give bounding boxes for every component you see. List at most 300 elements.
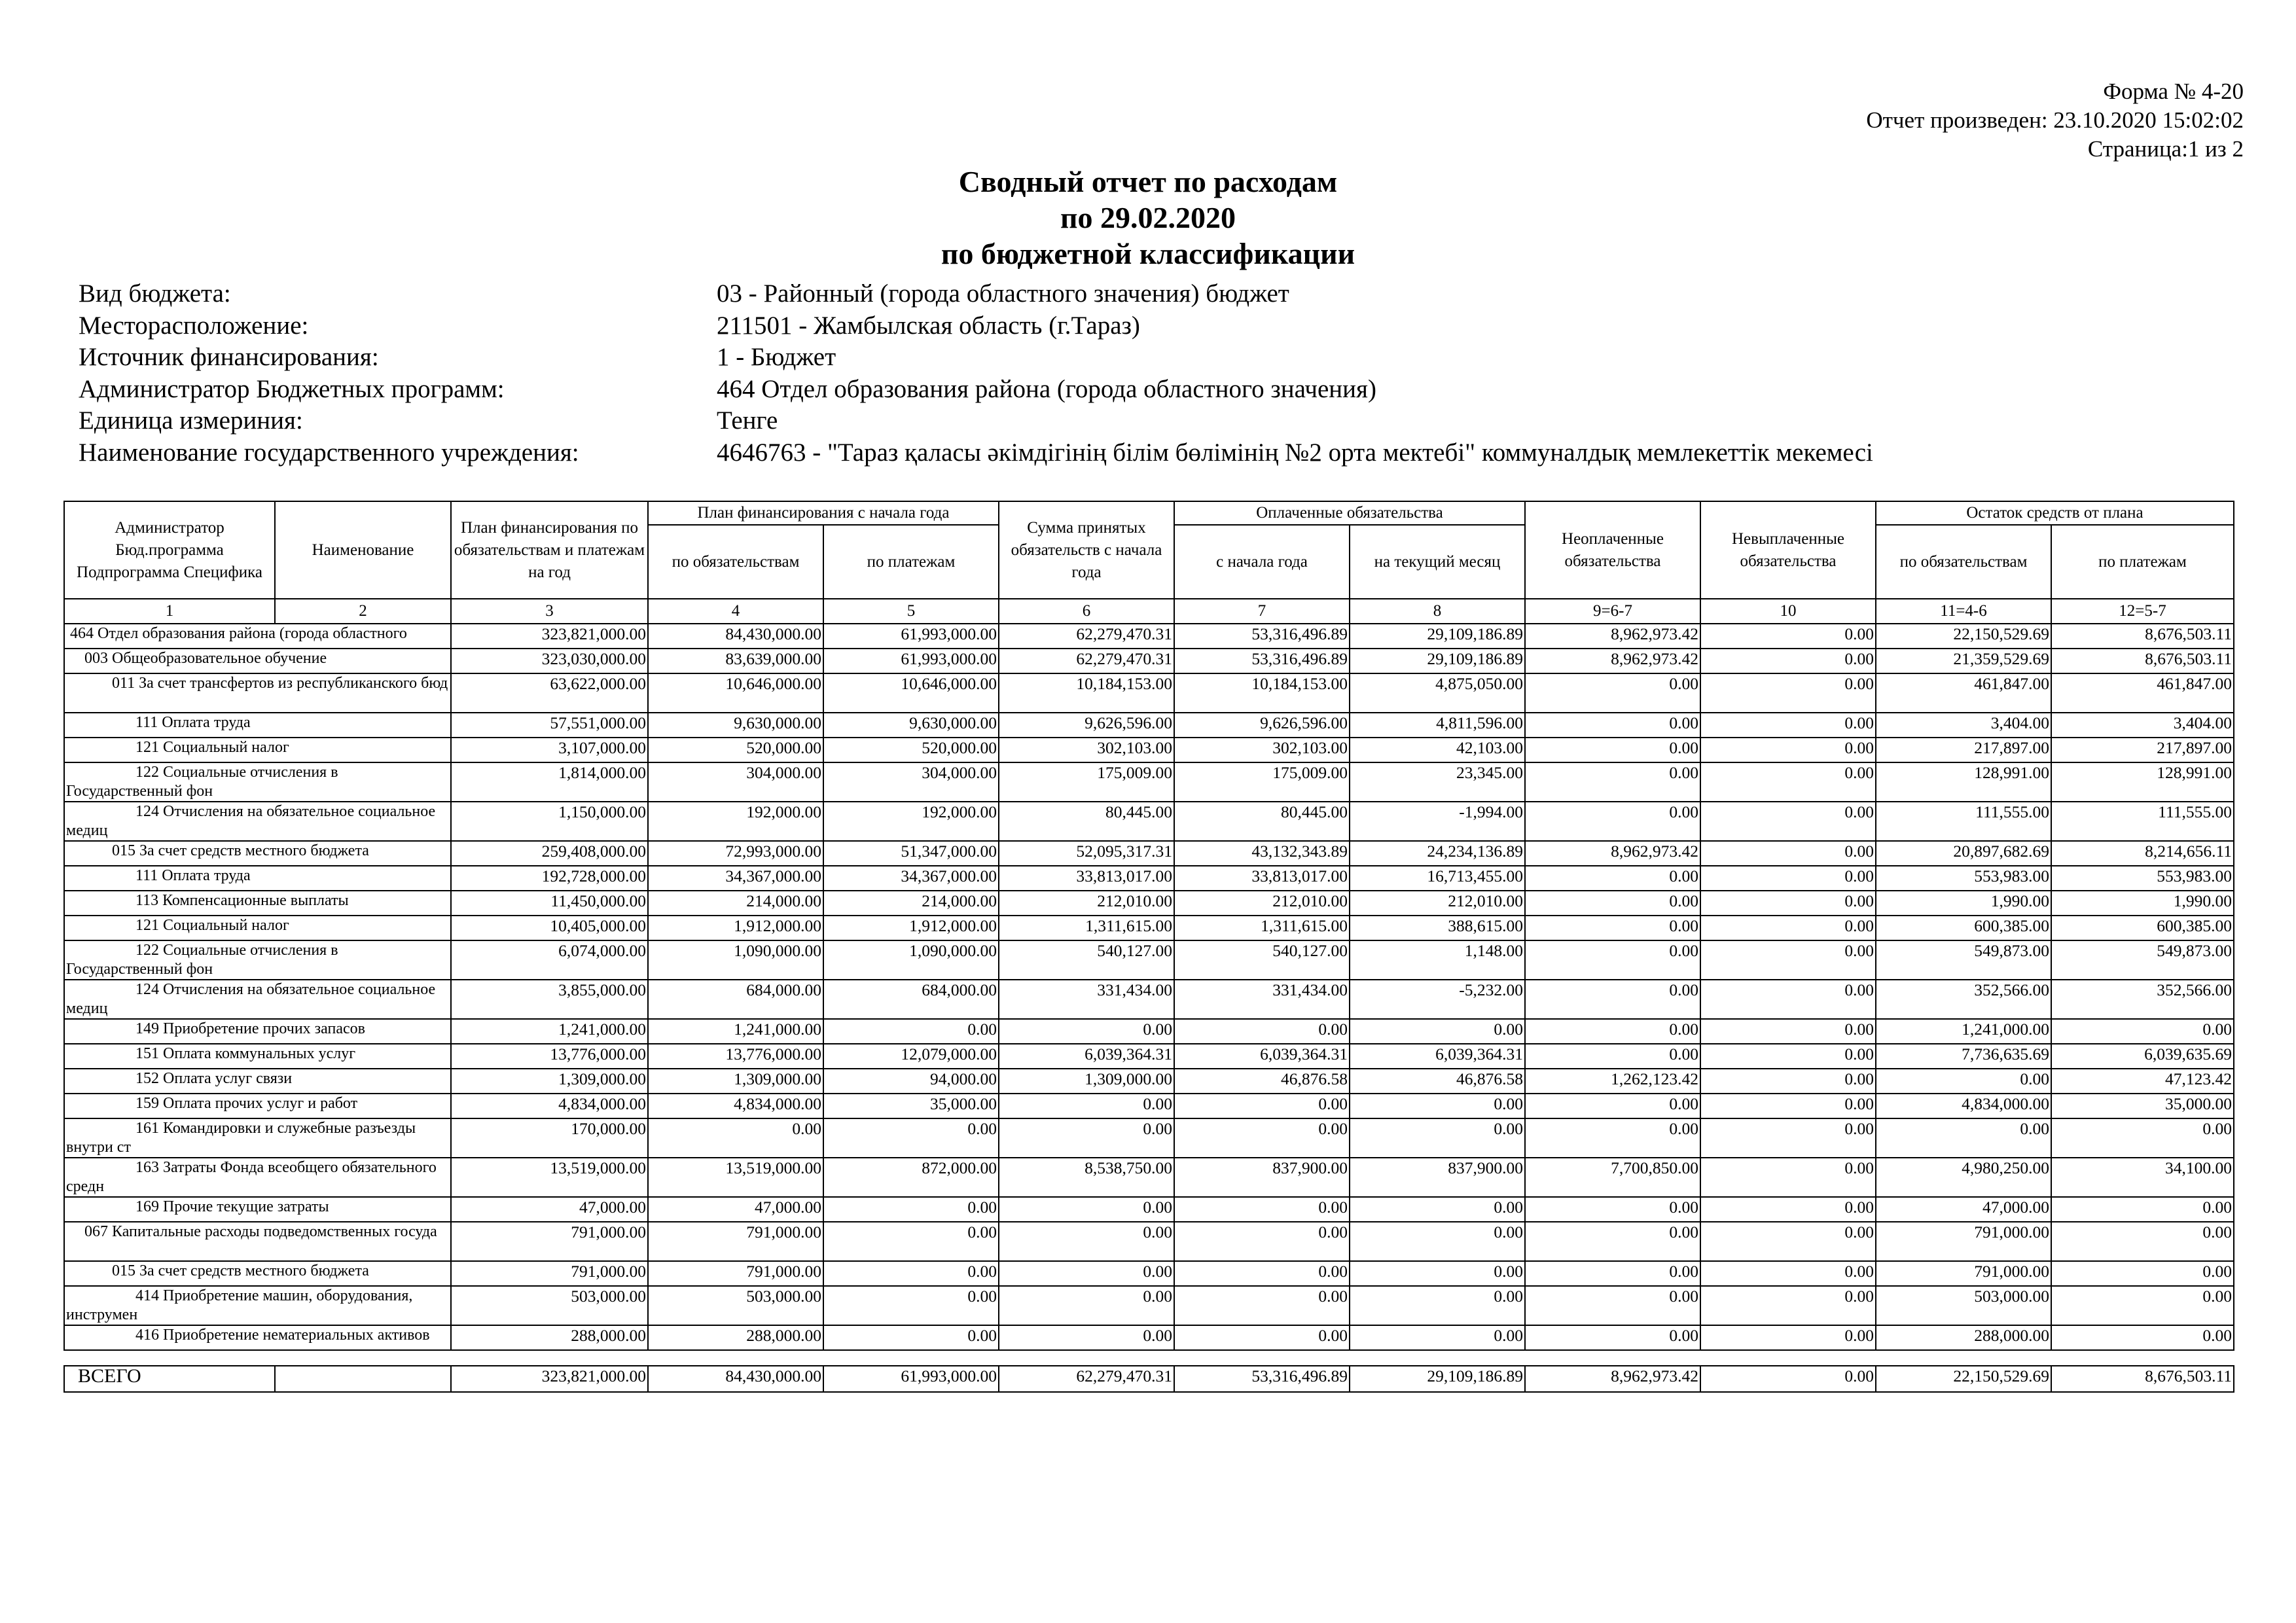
form-number: Форма № 4-20 [2103, 79, 2244, 104]
row-value: 553,983.00 [2051, 866, 2234, 891]
row-value: 0.00 [2051, 1286, 2234, 1325]
row-name [64, 980, 451, 1019]
row-value: 12,079,000.00 [823, 1044, 999, 1069]
row-value: 33,813,017.00 [999, 866, 1174, 891]
row-name [64, 738, 451, 762]
row-value: 7,736,635.69 [1876, 1044, 2051, 1069]
column-number: 2 [275, 599, 451, 624]
row-value: 503,000.00 [451, 1286, 648, 1325]
row-value: 1,241,000.00 [648, 1019, 823, 1044]
row-name-text: 416 Приобретение нематериальных активов [135, 1327, 430, 1344]
row-value: 0.00 [1525, 1222, 1700, 1261]
row-value: 0.00 [1174, 1118, 1350, 1158]
row-value: 288,000.00 [1876, 1325, 2051, 1350]
row-name [64, 1069, 451, 1094]
row-value: 53,316,496.89 [1174, 624, 1350, 649]
row-value: 0.00 [1525, 713, 1700, 738]
row-value: 0.00 [1876, 1069, 2051, 1094]
row-value: 61,993,000.00 [823, 649, 999, 673]
row-value: 0.00 [1350, 1286, 1525, 1325]
row-name-text: 122 Социальные отчисления в Государственный фон [66, 764, 338, 800]
row-value: 1,309,000.00 [999, 1069, 1174, 1094]
header-plan-payments: по платежам [823, 525, 999, 599]
row-value: 0.00 [823, 1118, 999, 1158]
info-value: Тенге [717, 406, 778, 435]
row-value: 46,876.58 [1350, 1069, 1525, 1094]
title-line-3: по бюджетной классификации [941, 237, 1355, 270]
row-value: 35,000.00 [823, 1094, 999, 1118]
row-value: 791,000.00 [451, 1222, 648, 1261]
row-value: 8,676,503.11 [2051, 649, 2234, 673]
row-value: 51,347,000.00 [823, 841, 999, 866]
row-value: 503,000.00 [648, 1286, 823, 1325]
row-value: 1,262,123.42 [1525, 1069, 1700, 1094]
row-value: 553,983.00 [1876, 866, 2051, 891]
row-value: 0.00 [1174, 1222, 1350, 1261]
row-value: 0.00 [1525, 891, 1700, 916]
row-value: 0.00 [1700, 866, 1876, 891]
total-value: 323,821,000.00 [451, 1366, 648, 1392]
row-name-text: 121 Социальный налог [135, 739, 289, 756]
row-value: 1,309,000.00 [648, 1069, 823, 1094]
row-value: 0.00 [1700, 762, 1876, 802]
row-value: 13,776,000.00 [451, 1044, 648, 1069]
row-name [64, 940, 451, 980]
row-value: 111,555.00 [1876, 802, 2051, 841]
row-value: 0.00 [1700, 1019, 1876, 1044]
header-accepted: Сумма принятых обязательств с начала года [999, 501, 1174, 599]
row-value: 0.00 [1525, 1118, 1700, 1158]
row-value: 128,991.00 [2051, 762, 2234, 802]
column-number: 5 [823, 599, 999, 624]
column-number: 9=6-7 [1525, 599, 1700, 624]
total-value: 61,993,000.00 [823, 1366, 999, 1392]
total-value: 53,316,496.89 [1174, 1366, 1350, 1392]
info-row [79, 342, 1873, 374]
info-label: Вид бюджета: [79, 279, 231, 308]
row-name-text: 015 За счет средств местного бюджета [112, 842, 369, 859]
row-value: 288,000.00 [648, 1325, 823, 1350]
row-value: 8,962,973.42 [1525, 841, 1700, 866]
total-blank-cell [275, 1366, 451, 1392]
row-value: 47,000.00 [648, 1197, 823, 1222]
row-value: 0.00 [823, 1197, 999, 1222]
row-value: 24,234,136.89 [1350, 841, 1525, 866]
row-value: 47,000.00 [1876, 1197, 2051, 1222]
row-value: 62,279,470.31 [999, 649, 1174, 673]
column-number: 1 [64, 599, 275, 624]
row-value: 0.00 [1525, 980, 1700, 1019]
row-name-text: 015 За счет средств местного бюджета [112, 1262, 369, 1279]
row-name [64, 891, 451, 916]
row-value: 8,962,973.42 [1525, 624, 1700, 649]
row-value: 0.00 [999, 1325, 1174, 1350]
table-row [64, 980, 2234, 1019]
row-value: 0.00 [1876, 1118, 2051, 1158]
row-name [64, 802, 451, 841]
row-value: 4,980,250.00 [1876, 1158, 2051, 1197]
row-value: 84,430,000.00 [648, 624, 823, 649]
row-value: 0.00 [1700, 1261, 1876, 1286]
row-value: 791,000.00 [1876, 1222, 2051, 1261]
table-row [64, 866, 2234, 891]
row-value: 217,897.00 [1876, 738, 2051, 762]
report-title [0, 164, 2296, 272]
total-row [64, 1366, 2234, 1392]
column-number: 11=4-6 [1876, 599, 2051, 624]
row-value: 128,991.00 [1876, 762, 2051, 802]
row-value: 6,039,364.31 [1174, 1044, 1350, 1069]
row-value: 0.00 [2051, 1222, 2234, 1261]
total-value: 8,676,503.11 [2051, 1366, 2234, 1392]
row-value: 0.00 [2051, 1118, 2234, 1158]
row-value: 214,000.00 [823, 891, 999, 916]
row-value: 212,010.00 [1174, 891, 1350, 916]
info-value: 211501 - Жамбылская область (г.Тараз) [717, 311, 1140, 340]
total-value: 0.00 [1700, 1366, 1876, 1392]
table-row [64, 738, 2234, 762]
row-value: 8,538,750.00 [999, 1158, 1174, 1197]
header-admin: Администратор Бюд.программа Подпрограмма Специфика [64, 501, 275, 599]
header-rem-payments: по платежам [2051, 525, 2234, 599]
row-value: 503,000.00 [1876, 1286, 2051, 1325]
table-row [64, 1069, 2234, 1094]
row-value: 4,834,000.00 [648, 1094, 823, 1118]
row-value: 0.00 [999, 1118, 1174, 1158]
info-value: 464 Отдел образования района (города областного значения) [717, 374, 1376, 403]
header-unpaid-obligations: Неоплаченные обязательства [1525, 501, 1700, 599]
row-value: 3,404.00 [2051, 713, 2234, 738]
row-value: 791,000.00 [648, 1222, 823, 1261]
row-value: 0.00 [1700, 673, 1876, 713]
column-number-row [64, 599, 2234, 624]
row-value: 520,000.00 [648, 738, 823, 762]
table-row [64, 1261, 2234, 1286]
column-number: 7 [1174, 599, 1350, 624]
row-value: 3,855,000.00 [451, 980, 648, 1019]
row-name-text: 163 Затраты Фонда всеобщего обязательного средн [66, 1159, 437, 1195]
info-row [79, 374, 1873, 406]
table-row [64, 891, 2234, 916]
row-value: 57,551,000.00 [451, 713, 648, 738]
row-name-text: 122 Социальные отчисления в Государственный фон [66, 942, 338, 978]
row-name-text: 067 Капитальные расходы подведомственных госуда [84, 1223, 437, 1240]
row-value: 175,009.00 [1174, 762, 1350, 802]
row-value: 4,834,000.00 [451, 1094, 648, 1118]
row-value: 0.00 [1525, 1261, 1700, 1286]
row-value: 175,009.00 [999, 762, 1174, 802]
row-value: 6,039,364.31 [999, 1044, 1174, 1069]
row-name [64, 1158, 451, 1197]
row-name-text: 124 Отчисления на обязательное социальное медиц [66, 803, 436, 839]
row-name [64, 1325, 451, 1350]
row-value: 0.00 [1525, 1197, 1700, 1222]
info-label: Единица измериния: [79, 406, 303, 435]
row-value: 53,316,496.89 [1174, 649, 1350, 673]
row-value: 872,000.00 [823, 1158, 999, 1197]
table-row [64, 1044, 2234, 1069]
row-value: 6,074,000.00 [451, 940, 648, 980]
row-value: 0.00 [1350, 1197, 1525, 1222]
row-value: 111,555.00 [2051, 802, 2234, 841]
row-value: 170,000.00 [451, 1118, 648, 1158]
header-name: Наименование [275, 501, 451, 599]
column-number: 12=5-7 [2051, 599, 2234, 624]
total-label: ВСЕГО [64, 1366, 275, 1392]
row-value: 0.00 [1525, 940, 1700, 980]
row-value: 837,900.00 [1174, 1158, 1350, 1197]
header-plan-year: План финансирования по обязательствам и платежам на год [451, 501, 648, 599]
row-value: 0.00 [2051, 1325, 2234, 1350]
row-name [64, 866, 451, 891]
row-value: 331,434.00 [1174, 980, 1350, 1019]
row-value: 0.00 [1700, 1069, 1876, 1094]
row-name [64, 1261, 451, 1286]
row-name [64, 713, 451, 738]
row-value: 63,622,000.00 [451, 673, 648, 713]
row-value: 0.00 [1700, 1158, 1876, 1197]
table-row [64, 1019, 2234, 1044]
table-row [64, 1325, 2234, 1350]
row-value: 0.00 [1525, 1286, 1700, 1325]
row-value: 10,646,000.00 [823, 673, 999, 713]
row-value: 461,847.00 [1876, 673, 2051, 713]
column-number: 3 [451, 599, 648, 624]
row-value: 791,000.00 [648, 1261, 823, 1286]
row-value: 549,873.00 [1876, 940, 2051, 980]
title-line-2: по 29.02.2020 [1060, 201, 1236, 234]
row-name-text: 159 Оплата прочих услуг и работ [135, 1095, 358, 1112]
row-value: 80,445.00 [999, 802, 1174, 841]
table-row [64, 1094, 2234, 1118]
row-value: 1,912,000.00 [823, 916, 999, 940]
info-row [79, 310, 1873, 342]
row-value: 10,646,000.00 [648, 673, 823, 713]
row-value: 72,993,000.00 [648, 841, 823, 866]
row-value: 549,873.00 [2051, 940, 2234, 980]
table-row [64, 1286, 2234, 1325]
row-value: 20,897,682.69 [1876, 841, 2051, 866]
row-name [64, 649, 451, 673]
info-row [79, 437, 1873, 469]
row-value: 0.00 [1700, 713, 1876, 738]
row-value: 304,000.00 [823, 762, 999, 802]
row-value: 9,626,596.00 [1174, 713, 1350, 738]
info-label: Наименование государственного учреждения: [79, 438, 579, 467]
page-number: Страница:1 из 2 [2087, 136, 2244, 162]
row-name [64, 1044, 451, 1069]
row-value: 1,990.00 [2051, 891, 2234, 916]
row-name-text: 121 Социальный налог [135, 917, 289, 934]
row-value: 7,700,850.00 [1525, 1158, 1700, 1197]
row-value: 0.00 [2051, 1197, 2234, 1222]
row-value: 388,615.00 [1350, 916, 1525, 940]
row-name [64, 762, 451, 802]
row-name-text: 414 Приобретение машин, оборудования, инструмен [66, 1287, 413, 1323]
row-value: 791,000.00 [1876, 1261, 2051, 1286]
row-value: 0.00 [999, 1197, 1174, 1222]
row-value: 0.00 [1350, 1261, 1525, 1286]
info-label: Источник финансирования: [79, 343, 379, 371]
table-row [64, 841, 2234, 866]
row-value: 288,000.00 [451, 1325, 648, 1350]
total-value: 22,150,529.69 [1876, 1366, 2051, 1392]
row-value: 0.00 [2051, 1261, 2234, 1286]
column-number: 4 [648, 599, 823, 624]
info-label: Месторасположение: [79, 311, 309, 340]
row-name-text: 111 Оплата труда [135, 714, 251, 731]
row-value: 9,630,000.00 [648, 713, 823, 738]
header-unpaid-payments: Невыплаченные обязательства [1700, 501, 1876, 599]
row-value: 540,127.00 [999, 940, 1174, 980]
column-number: 6 [999, 599, 1174, 624]
table-row [64, 649, 2234, 673]
row-value: 21,359,529.69 [1876, 649, 2051, 673]
row-value: 10,405,000.00 [451, 916, 648, 940]
row-value: 600,385.00 [2051, 916, 2234, 940]
row-value: 8,214,656.11 [2051, 841, 2234, 866]
row-value: 0.00 [1525, 1019, 1700, 1044]
row-value: 0.00 [1700, 1094, 1876, 1118]
row-value: 0.00 [1700, 1044, 1876, 1069]
row-value: 212,010.00 [1350, 891, 1525, 916]
title-line-1: Сводный отчет по расходам [958, 165, 1338, 198]
row-name-text: 003 Общеобразовательное обучение [84, 650, 327, 667]
row-value: 3,404.00 [1876, 713, 2051, 738]
row-value: 0.00 [1700, 1222, 1876, 1261]
row-name-text: 169 Прочие текущие затраты [135, 1198, 329, 1215]
row-value: 34,367,000.00 [648, 866, 823, 891]
row-value: 1,150,000.00 [451, 802, 648, 841]
row-value: 6,039,635.69 [2051, 1044, 2234, 1069]
row-value: 62,279,470.31 [999, 624, 1174, 649]
row-value: 304,000.00 [648, 762, 823, 802]
table-row [64, 673, 2234, 713]
row-value: 1,090,000.00 [823, 940, 999, 980]
row-value: 302,103.00 [1174, 738, 1350, 762]
row-value: 540,127.00 [1174, 940, 1350, 980]
row-value: 192,728,000.00 [451, 866, 648, 891]
row-name-text: 113 Компенсационные выплаты [135, 892, 349, 909]
row-value: 10,184,153.00 [1174, 673, 1350, 713]
info-row [79, 278, 1873, 310]
row-name [64, 673, 451, 713]
row-value: 29,109,186.89 [1350, 649, 1525, 673]
row-name [64, 1197, 451, 1222]
row-name-text: 151 Оплата коммунальных услуг [135, 1045, 356, 1062]
row-value: 1,241,000.00 [1876, 1019, 2051, 1044]
table-row [64, 940, 2234, 980]
row-value: 1,912,000.00 [648, 916, 823, 940]
row-value: 43,132,343.89 [1174, 841, 1350, 866]
row-name [64, 1222, 451, 1261]
info-value: 4646763 - "Тараз қаласы әкімдігінің білім бөлімінің №2 орта мектебі" коммуналдық мемлекеттік мекемесі [717, 438, 1873, 467]
row-value: 0.00 [999, 1261, 1174, 1286]
row-value: 47,123.42 [2051, 1069, 2234, 1094]
table-row [64, 1158, 2234, 1197]
row-value: 35,000.00 [2051, 1094, 2234, 1118]
row-value: 0.00 [823, 1286, 999, 1325]
total-value: 29,109,186.89 [1350, 1366, 1525, 1392]
row-value: 4,811,596.00 [1350, 713, 1525, 738]
row-value: 0.00 [1525, 1044, 1700, 1069]
row-value: 1,309,000.00 [451, 1069, 648, 1094]
row-value: 520,000.00 [823, 738, 999, 762]
row-value: 0.00 [823, 1222, 999, 1261]
row-value: 42,103.00 [1350, 738, 1525, 762]
row-value: 352,566.00 [2051, 980, 2234, 1019]
report-info [79, 278, 1873, 469]
row-value: 684,000.00 [648, 980, 823, 1019]
table-row [64, 1118, 2234, 1158]
row-value: 1,814,000.00 [451, 762, 648, 802]
row-value: 0.00 [1525, 762, 1700, 802]
table-row [64, 916, 2234, 940]
row-value: 1,241,000.00 [451, 1019, 648, 1044]
table-row [64, 762, 2234, 802]
row-value: 22,150,529.69 [1876, 624, 2051, 649]
row-value: 1,090,000.00 [648, 940, 823, 980]
row-value: 8,962,973.42 [1525, 649, 1700, 673]
row-value: 837,900.00 [1350, 1158, 1525, 1197]
row-value: 1,990.00 [1876, 891, 2051, 916]
row-value: 331,434.00 [999, 980, 1174, 1019]
row-value: 10,184,153.00 [999, 673, 1174, 713]
row-name [64, 1094, 451, 1118]
row-value: 4,875,050.00 [1350, 673, 1525, 713]
report-meta [1866, 77, 2244, 164]
table-row [64, 624, 2234, 649]
header-plan-since-start: План финансирования с начала года [648, 501, 999, 525]
row-value: 0.00 [1525, 1325, 1700, 1350]
row-value: 33,813,017.00 [1174, 866, 1350, 891]
total-value: 84,430,000.00 [648, 1366, 823, 1392]
row-value: 0.00 [1525, 802, 1700, 841]
report-body [64, 624, 2234, 1392]
expense-report-table [63, 501, 2234, 1393]
row-value: 684,000.00 [823, 980, 999, 1019]
row-value: 13,519,000.00 [451, 1158, 648, 1197]
row-value: 52,095,317.31 [999, 841, 1174, 866]
row-value: 94,000.00 [823, 1069, 999, 1094]
row-value: 1,148.00 [1350, 940, 1525, 980]
row-value: 0.00 [999, 1286, 1174, 1325]
row-value: 3,107,000.00 [451, 738, 648, 762]
row-value: 0.00 [1700, 624, 1876, 649]
row-value: 34,100.00 [2051, 1158, 2234, 1197]
table-row [64, 1197, 2234, 1222]
row-value: 0.00 [1700, 802, 1876, 841]
row-value: 16,713,455.00 [1350, 866, 1525, 891]
info-value: 1 - Бюджет [717, 343, 836, 371]
row-value: 13,776,000.00 [648, 1044, 823, 1069]
total-value: 8,962,973.42 [1525, 1366, 1700, 1392]
row-value: 0.00 [1700, 841, 1876, 866]
row-value: 0.00 [1700, 1325, 1876, 1350]
generated-timestamp: Отчет произведен: 23.10.2020 15:02:02 [1866, 107, 2244, 133]
row-value: 0.00 [1174, 1197, 1350, 1222]
row-value: 791,000.00 [451, 1261, 648, 1286]
row-value: 0.00 [1700, 891, 1876, 916]
row-value: 461,847.00 [2051, 673, 2234, 713]
row-value: -1,994.00 [1350, 802, 1525, 841]
row-value: 323,821,000.00 [451, 624, 648, 649]
row-value: 0.00 [1174, 1019, 1350, 1044]
row-value: 46,876.58 [1174, 1069, 1350, 1094]
row-name [64, 1019, 451, 1044]
row-value: 0.00 [1174, 1286, 1350, 1325]
row-value: 192,000.00 [648, 802, 823, 841]
